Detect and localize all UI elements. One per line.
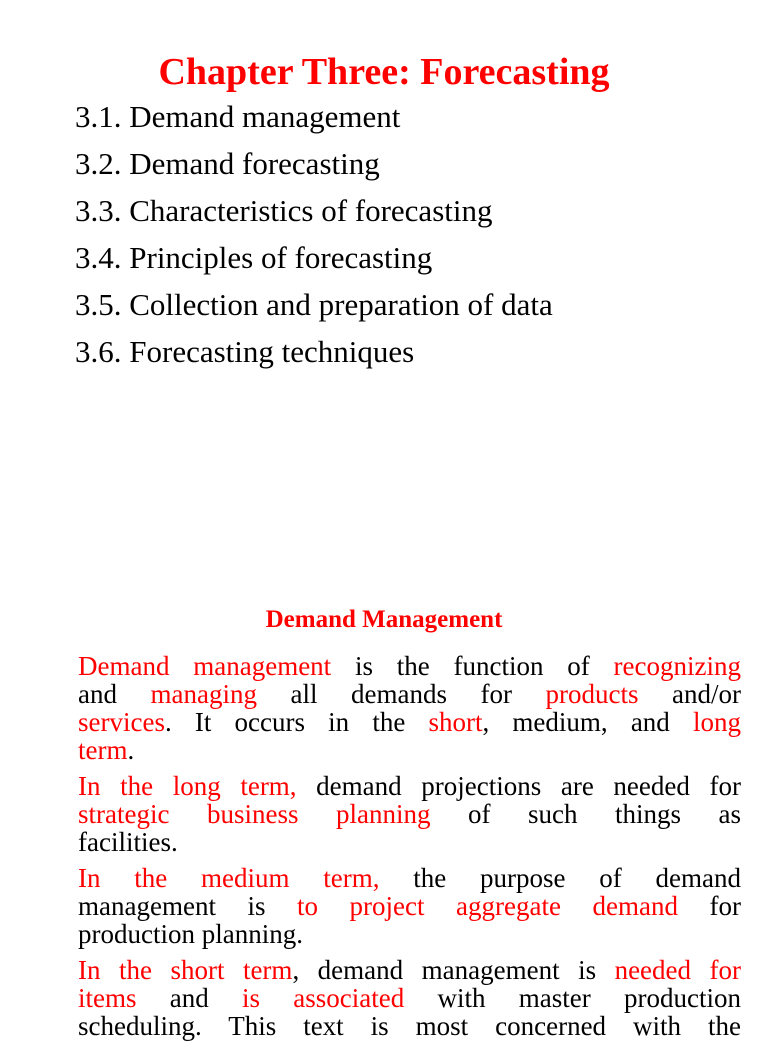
highlight-text: services xyxy=(78,707,165,737)
text-line xyxy=(78,736,741,764)
highlight-text: strategic business planning xyxy=(78,799,431,829)
highlight-text: Demand management xyxy=(78,651,332,681)
highlight-text: to project aggregate demand xyxy=(297,891,678,921)
text-line xyxy=(78,892,741,920)
toc-item-3-1: 3.1. Demand management xyxy=(75,99,401,134)
highlight-text: In the short term xyxy=(78,955,293,985)
body-span: facilities. xyxy=(78,827,178,857)
body-span: . It occurs in the xyxy=(164,707,429,737)
body-span: for xyxy=(677,891,741,921)
text-line xyxy=(78,652,741,680)
text-line xyxy=(78,680,741,708)
toc-item-3-5: 3.5. Collection and preparation of data xyxy=(75,287,553,322)
highlight-text: In the long term, xyxy=(78,771,297,801)
text-line xyxy=(78,1012,741,1040)
body-span: and xyxy=(78,679,151,709)
body-span: the purpose of demand xyxy=(379,863,741,893)
section-heading: Demand Management xyxy=(265,606,503,633)
highlight-text: needed for xyxy=(614,955,742,985)
chapter-title: Chapter Three: Forecasting xyxy=(158,51,610,93)
body-span: all demands for xyxy=(257,679,546,709)
body-span: and/or xyxy=(638,679,742,709)
body-span: production planning. xyxy=(78,919,303,949)
text-line xyxy=(78,920,741,948)
highlight-text: In the medium term, xyxy=(78,863,380,893)
body-span: . xyxy=(127,735,135,765)
text-line xyxy=(78,864,741,892)
text-line xyxy=(78,828,741,856)
highlight-text: items xyxy=(78,983,137,1013)
body-span: management is xyxy=(78,891,298,921)
highlight-text: recognizing xyxy=(613,651,741,681)
paragraph-definition xyxy=(78,652,741,764)
slide-demand-management xyxy=(0,560,768,1041)
highlight-text: short xyxy=(428,707,483,737)
body-span: with master production xyxy=(404,983,741,1013)
text-line xyxy=(78,984,741,1012)
paragraph-short-term xyxy=(78,956,741,1040)
highlight-text: long xyxy=(692,707,741,737)
paragraph-long-term xyxy=(78,772,741,856)
text-line xyxy=(78,956,741,984)
body-text xyxy=(78,652,741,1048)
toc-item-3-3: 3.3. Characteristics of forecasting xyxy=(75,193,493,228)
highlight-text: term xyxy=(78,735,128,765)
text-line xyxy=(78,800,741,828)
highlight-text: is associated xyxy=(242,983,405,1013)
highlight-text: managing xyxy=(150,679,257,709)
toc-item-3-2: 3.2. Demand forecasting xyxy=(75,146,380,181)
text-line xyxy=(78,772,741,800)
body-span: , medium, and xyxy=(482,707,693,737)
table-of-contents xyxy=(75,93,553,375)
body-span: scheduling. This text is most concerned with the xyxy=(78,1011,741,1041)
paragraph-medium-term xyxy=(78,864,741,948)
body-span: of such things as xyxy=(430,799,742,829)
toc-item-3-4: 3.4. Principles of forecasting xyxy=(75,240,433,275)
body-span: demand projections are needed for xyxy=(296,771,741,801)
highlight-text: products xyxy=(545,679,639,709)
toc-item-3-6: 3.6. Forecasting techniques xyxy=(75,334,415,369)
body-span: , demand management is xyxy=(292,955,615,985)
text-line xyxy=(78,708,741,736)
body-span: is the function of xyxy=(331,651,614,681)
body-span: and xyxy=(136,983,243,1013)
